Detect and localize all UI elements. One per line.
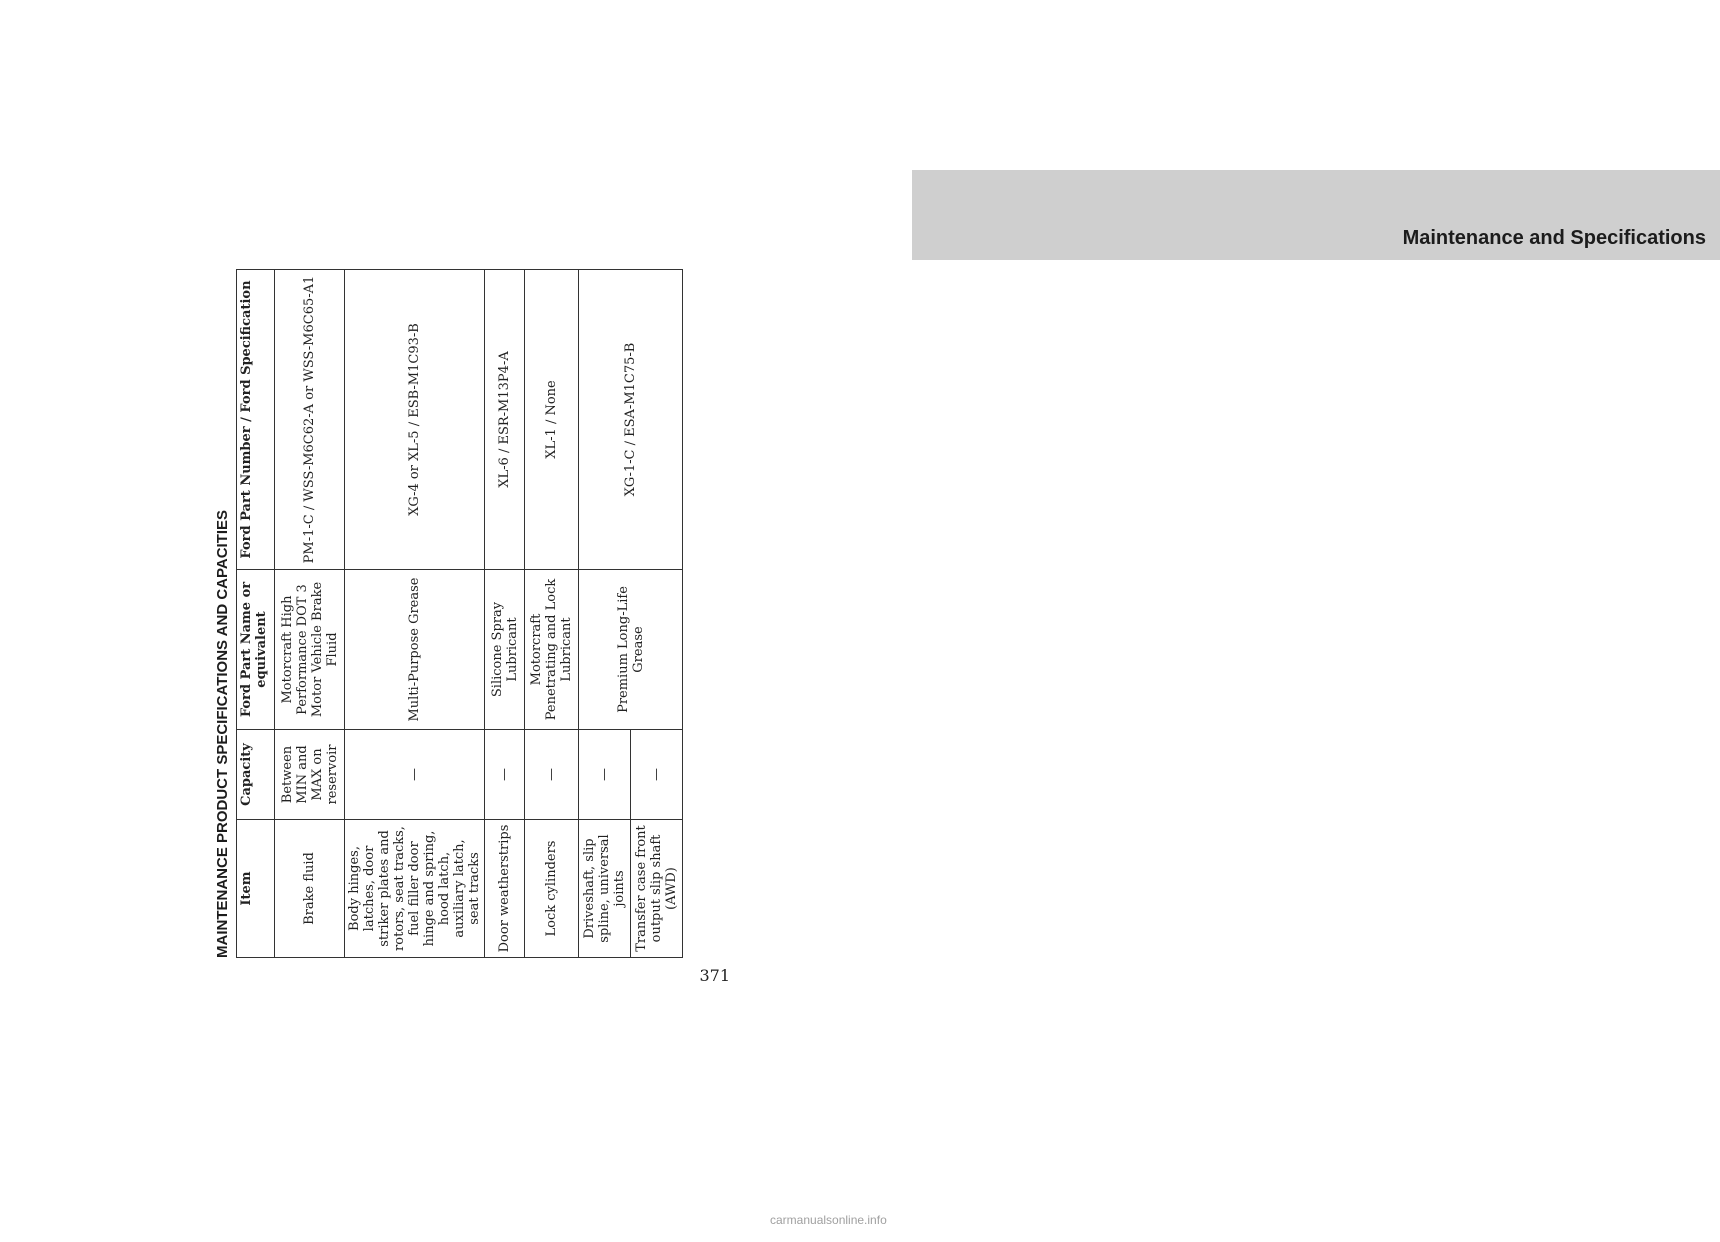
cell-capacity: —	[345, 730, 485, 820]
cell-item: Door weatherstrips	[485, 820, 525, 958]
table-row	[275, 270, 345, 958]
cell-part-number: PM-1-C / WSS-M6C62-A or WSS-M6C65-A1	[275, 270, 345, 570]
cell-item: Brake fluid	[275, 820, 345, 958]
table-row	[485, 270, 525, 958]
cell-item: Lock cylinders	[525, 820, 579, 958]
cell-item: Driveshaft, slip spline, universal joints	[579, 820, 631, 958]
cell-capacity: Between MIN and MAX on reservoir	[275, 730, 345, 820]
cell-part-number: XL-1 / None	[525, 270, 579, 570]
cell-capacity: —	[485, 730, 525, 820]
cell-part-name: Motorcraft Penetrating and Lock Lubricant	[525, 570, 579, 730]
cell-part-number: XL-6 / ESR-M13P4-A	[485, 270, 525, 570]
cell-item: Transfer case front output slip shaft (AWD)	[631, 820, 683, 958]
cell-part-name: Multi-Purpose Grease	[345, 570, 485, 730]
cell-capacity: —	[631, 730, 683, 820]
table-header-row	[237, 270, 275, 958]
column-header-part-name: Ford Part Name or equivalent	[237, 570, 275, 730]
rotated-table-container	[210, 270, 679, 958]
cell-part-name: Motorcraft High Performance DOT 3 Motor Vehicle Brake Fluid	[275, 570, 345, 730]
section-header-title: Maintenance and Specifications	[1402, 227, 1706, 249]
cell-part-name: Premium Long-Life Grease	[579, 570, 683, 730]
cell-capacity: —	[525, 730, 579, 820]
table-row	[525, 270, 579, 958]
page-number: 371	[699, 966, 730, 985]
column-header-part-number: Ford Part Number / Ford Specification	[237, 270, 275, 570]
table-title: MAINTENANCE PRODUCT SPECIFICATIONS AND CAPACITIES	[214, 509, 231, 958]
cell-part-name: Silicone Spray Lubricant	[485, 570, 525, 730]
cell-capacity: —	[579, 730, 631, 820]
section-header-tab	[912, 170, 1720, 260]
table-row	[345, 270, 485, 958]
column-header-capacity: Capacity	[237, 730, 275, 820]
column-header-item: Item	[237, 820, 275, 958]
table-row	[579, 270, 631, 958]
cell-part-number: XG-4 or XL-5 / ESB-M1C93-B	[345, 270, 485, 570]
cell-part-number: XG-1-C / ESA-M1C75-B	[579, 270, 683, 570]
cell-item: Body hinges, latches, door striker plates and rotors, seat tracks, fuel filler door hinge and spring, hood latch, auxiliary latch, seat tracks	[345, 820, 485, 958]
specifications-table	[236, 269, 683, 958]
watermark-text: carmanualsonline.info	[770, 1213, 887, 1227]
